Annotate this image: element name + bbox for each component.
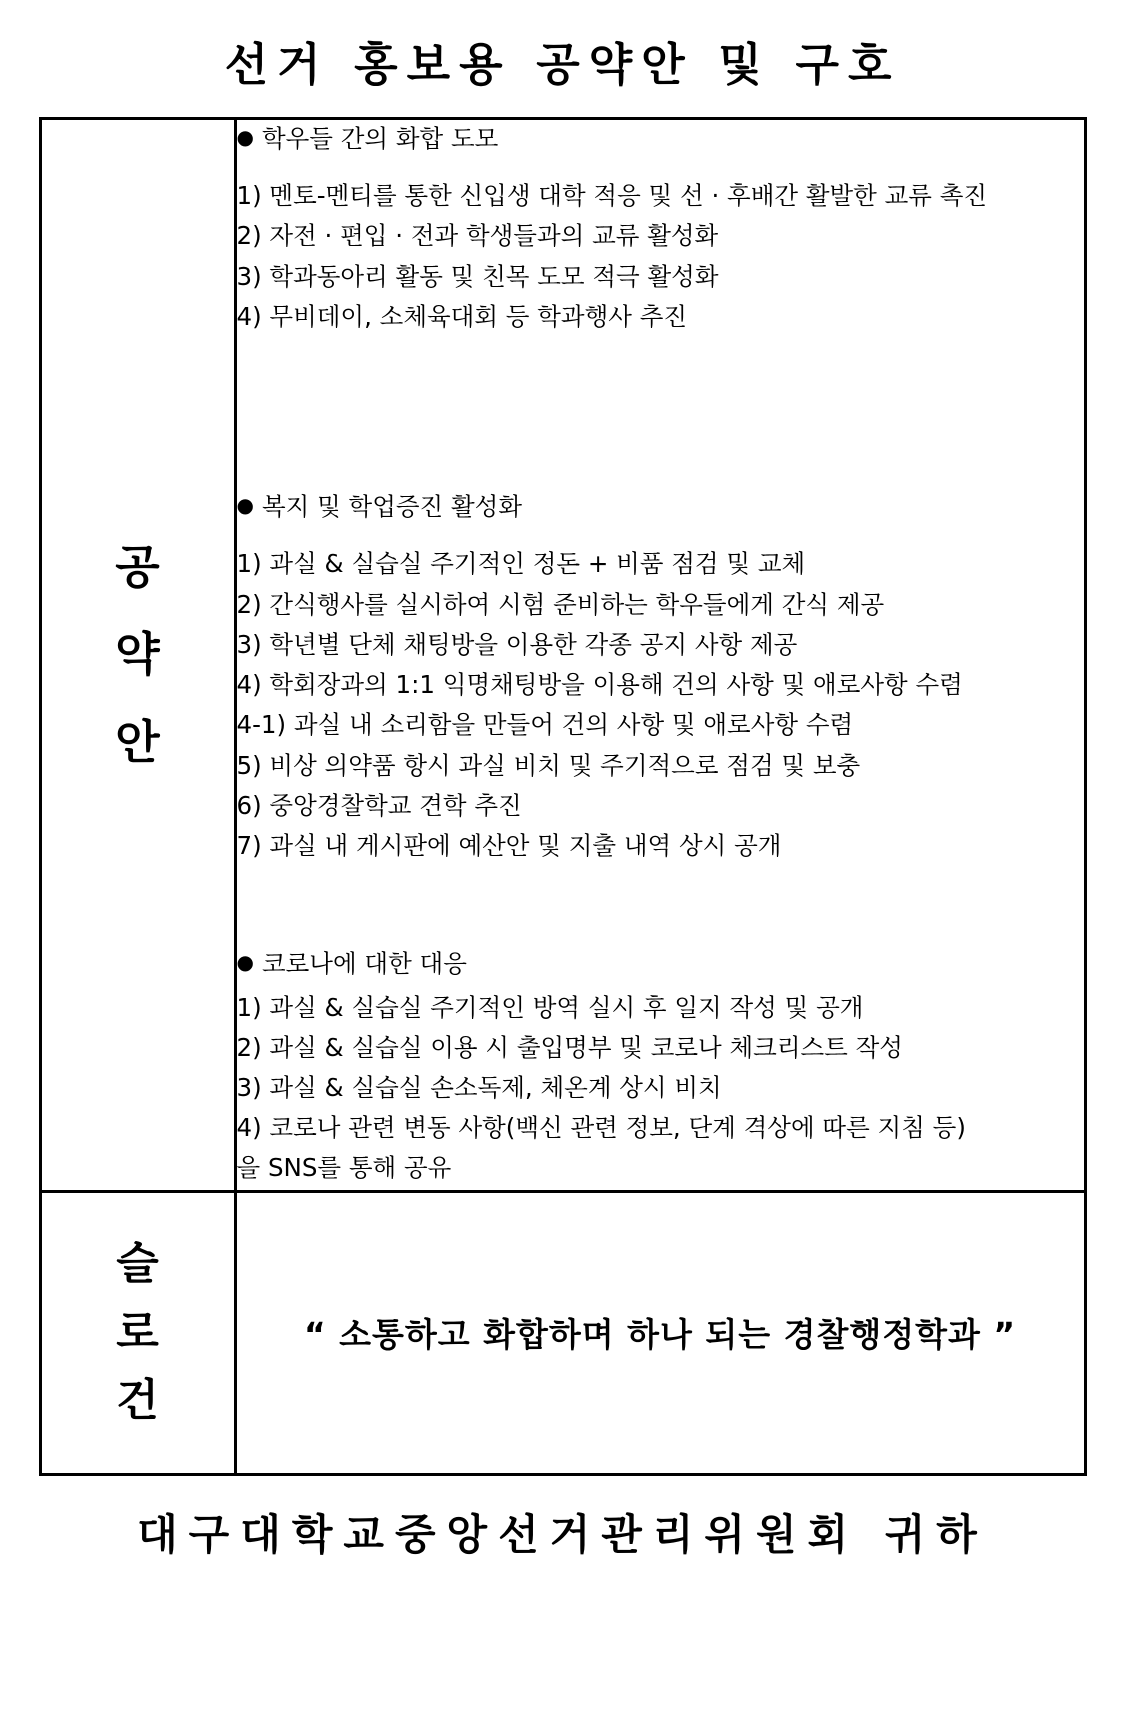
- pledge-block-2-list: [237, 545, 1084, 864]
- list-item: 4) 학회장과의 1:1 익명채팅방을 이용해 건의 사항 및 애로사항 수렴: [236, 670, 963, 700]
- pledge-block-1-heading: [237, 120, 1084, 157]
- pledge-block-1-list: [237, 177, 1084, 335]
- pledge-block-2-heading-text: 복지 및 학업증진 활성화: [261, 492, 522, 522]
- list-item: 5) 비상 의약품 항시 과실 비치 및 주기적으로 점검 및 보충: [236, 750, 861, 780]
- pledge-block-2-heading: [237, 488, 1084, 525]
- page-title: 선거 홍보용 공약안 및 구호: [224, 38, 901, 91]
- label-char-3: 안: [115, 714, 160, 769]
- spacer: [237, 163, 1084, 177]
- row-label-pledge: [40, 119, 235, 1192]
- list-item: 1) 과실 & 실습실 주기적인 방역 실시 후 일지 작성 및 공개: [236, 992, 864, 1022]
- list-item: 4-1) 과실 내 소리함을 만들어 건의 사항 및 애로사항 수렴: [236, 710, 854, 740]
- spacer: [237, 531, 1084, 545]
- list-item: 1) 멘토-멘티를 통한 신입생 대학 적응 및 선 · 후배간 활발한 교류 촉진: [236, 181, 988, 211]
- row-label-slogan: [40, 1191, 235, 1474]
- bullet-icon: ●: [236, 493, 254, 518]
- list-item: 1) 과실 & 실습실 주기적인 정돈 + 비품 점검 및 교체: [236, 549, 806, 579]
- table-row-pledge: [40, 119, 1085, 1192]
- bullet-icon: ●: [236, 125, 254, 149]
- footer-recipient: 대구대학교중앙선거관리위원회 귀하: [137, 1509, 988, 1559]
- slogan-label-char-3: 건: [116, 1374, 159, 1426]
- list-item: 2) 자전 · 편입 · 전과 학생들과의 교류 활성화: [236, 221, 719, 251]
- list-item: 3) 과실 & 실습실 손소독제, 체온계 상시 비치: [236, 1072, 722, 1102]
- pledge-content: [235, 119, 1085, 1192]
- pledge-block-3-list: [237, 989, 1084, 1187]
- bullet-icon: ●: [236, 950, 254, 975]
- slogan-label-char-2: 로: [116, 1306, 159, 1358]
- label-char-1: 공: [115, 539, 160, 594]
- list-item: 2) 간식행사를 실시하여 시험 준비하는 학우들에게 간식 제공: [236, 589, 885, 619]
- table-row-slogan: [40, 1191, 1085, 1474]
- pledge-block-3-heading-text: 코로나에 대한 대응: [261, 949, 467, 979]
- label-char-2: 약: [115, 627, 160, 682]
- pledge-block-3: [237, 945, 1084, 1186]
- slogan-text: “ 소통하고 화합하며 하나 되는 경찰행정학과 ”: [235, 1191, 1085, 1474]
- pledge-block-3-heading: [237, 945, 1084, 982]
- pledge-block-2: [237, 488, 1084, 864]
- list-item: 4) 무비데이, 소체육대회 등 학과행사 추진: [236, 301, 688, 331]
- spacer: [237, 338, 1084, 488]
- spacer: [237, 867, 1084, 945]
- list-item: 3) 학과동아리 활동 및 친목 도모 적극 활성화: [236, 261, 719, 291]
- list-item: 을 SNS를 통해 공유: [236, 1153, 452, 1183]
- list-item: 3) 학년별 단체 채팅방을 이용한 각종 공지 사항 제공: [236, 629, 798, 659]
- list-item: 7) 과실 내 게시판에 예산안 및 지출 내역 상시 공개: [236, 831, 782, 861]
- pledge-block-1: [237, 120, 1084, 335]
- list-item: 4) 코로나 관련 변동 사항(백신 관련 정보, 단계 격상에 따른 지침 등): [236, 1113, 966, 1143]
- document-page: [0, 28, 1125, 1735]
- list-item: 2) 과실 & 실습실 이용 시 출입명부 및 코로나 체크리스트 작성: [236, 1032, 903, 1062]
- pledge-table: [39, 117, 1087, 1476]
- pledge-block-1-heading-text: 학우들 간의 화합 도모: [261, 124, 499, 153]
- slogan-label-char-1: 슬: [116, 1238, 159, 1290]
- list-item: 6) 중앙경찰학교 견학 추진: [236, 790, 522, 820]
